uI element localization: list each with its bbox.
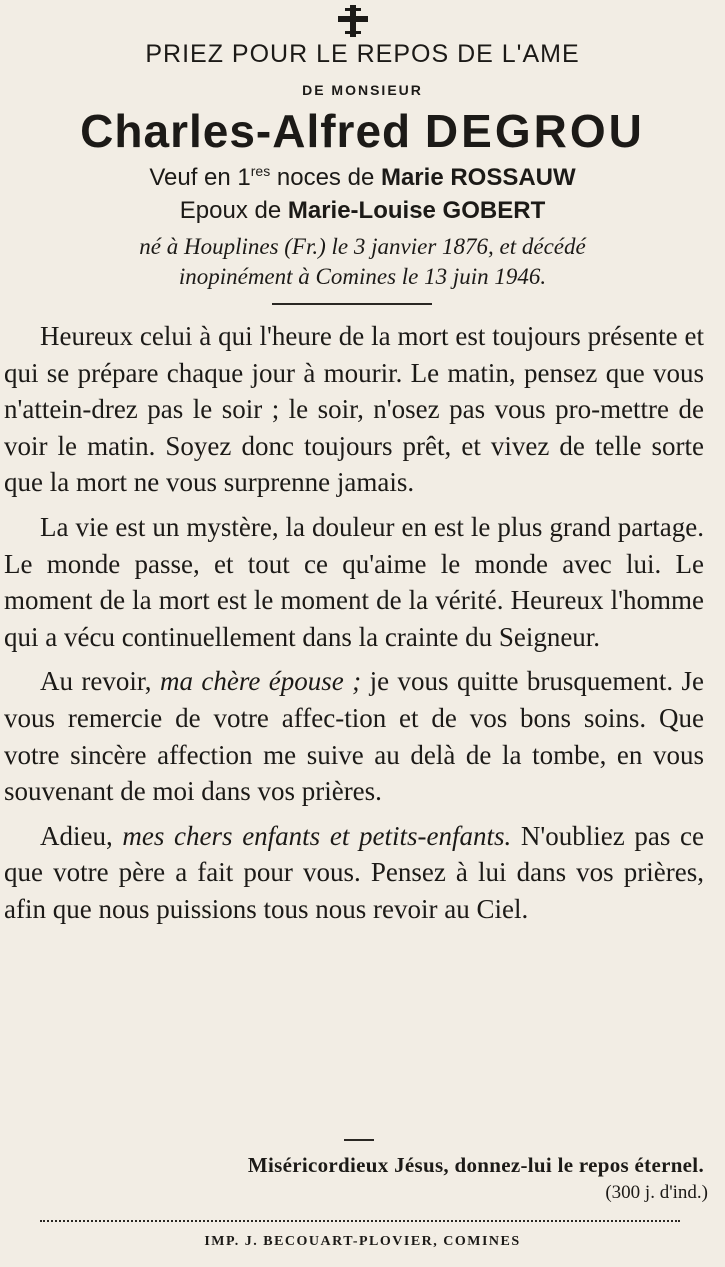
p3-start: Au revoir, <box>40 666 160 697</box>
cross-icon <box>336 4 370 38</box>
birth-death-info <box>0 232 725 292</box>
surname: DEGROU <box>424 105 645 157</box>
paragraph-4 <box>4 818 704 928</box>
paragraph-3 <box>4 663 704 809</box>
dotted-rule <box>40 1220 680 1222</box>
birth-line-2: inopinément à Comines le 13 juin 1946. <box>178 264 547 289</box>
meditation-text <box>4 318 704 936</box>
indulgence-note: (300 j. d'ind.) <box>605 1182 708 1203</box>
widow-prefix: Veuf en 1 <box>149 164 251 191</box>
p4-end: N'oubliez pas ce que votre père a fait pour vous. Pensez à lui dans vos prières, afin que nous puissions tous nous revoir au Ciel. <box>4 820 705 924</box>
paragraph-2: La vie est un mystère, la douleur en est le plus grand partage. Le monde passe, et tout ce qu'aime le monde avec lui. Le moment de la mort est le moment de la vérité. Heureux l'homme qui a vécu continuellement dans la crainte du Seigneur. <box>4 511 704 652</box>
widow-sup: res <box>250 163 271 179</box>
widow-line <box>0 163 725 192</box>
p4-italic: mes chers enfants et petits-enfants. <box>122 820 512 851</box>
paragraph-1: Heureux celui à qui l'heure de la mort est toujours présente et qui se prépare chaque jour à mourir. Le matin, pensez que vous n'attein-drez pas le soir ; le soir, n'osez pas vous pro-mettre de voir le matin. Soyez donc toujours prêt, et vivez de telle sorte que la mort ne vous surprenne jamais. <box>4 321 704 498</box>
honorific: DE MONSIEUR <box>302 82 423 98</box>
first-names: Charles-Alfred <box>80 105 412 157</box>
prayer-heading: PRIEZ POUR LE REPOS DE L'AME <box>145 40 580 68</box>
printer-credit: IMP. J. BECOUART-PLOVIER, COMINES <box>204 1234 521 1249</box>
spouse-name: Marie-Louise GOBERT <box>287 197 546 224</box>
p4-start: Adieu, <box>40 820 123 851</box>
birth-line-1: né à Houplines (Fr.) le 3 janvier 1876, et décédé <box>139 234 586 259</box>
p3-end: je vous quitte brusquement. Je vous remercie de votre affec-tion et de vos bons soins. Que votre sincère affection me suive au delà de la tombe, en vous souvenant de moi dans vos prières. <box>4 666 704 807</box>
deceased-name <box>0 104 725 158</box>
first-wife-name: Marie ROSSAUW <box>380 164 576 191</box>
divider-bottom <box>344 1139 374 1141</box>
p3-italic: ma chère épouse ; <box>159 666 362 697</box>
divider-top <box>272 303 432 305</box>
spouse-line <box>0 197 725 225</box>
spouse-prefix: Epoux de <box>179 197 288 224</box>
invocation: Miséricordieux Jésus, donnez-lui le repos éternel. <box>247 1153 704 1177</box>
widow-mid: noces de <box>270 164 381 191</box>
